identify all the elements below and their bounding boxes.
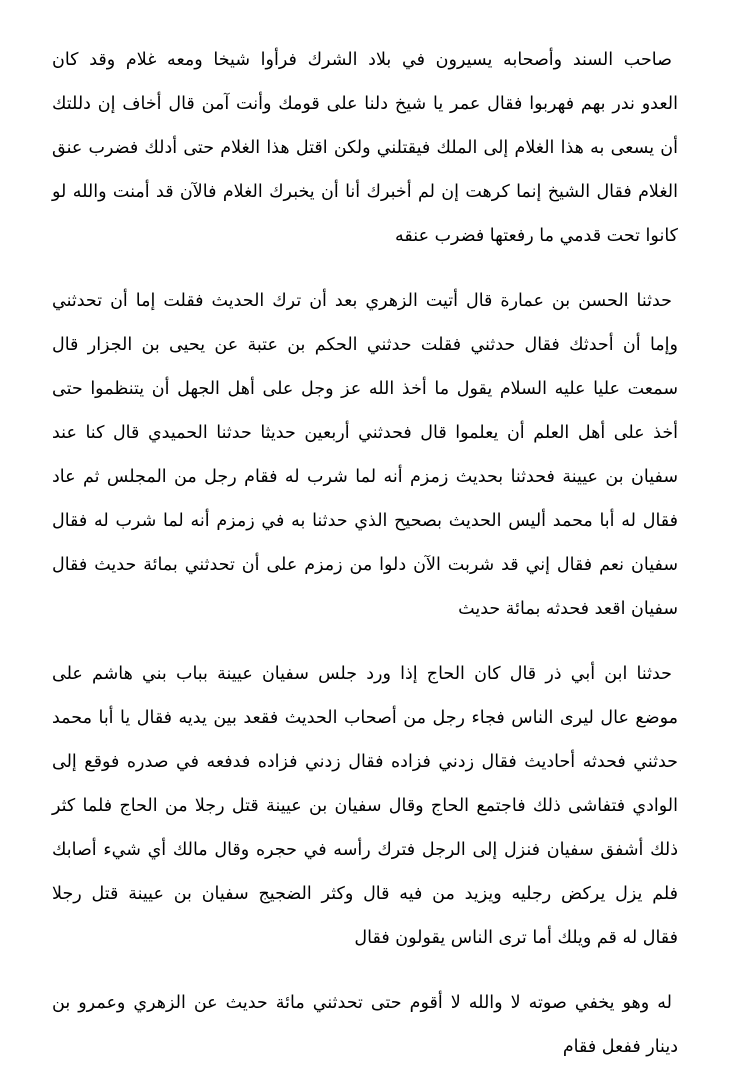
text-line: كانوا تحت قدمي ما رفعتها فضرب عنقه: [395, 226, 678, 246]
text-line: سفيان نعم فقال إني قد شربت الآن دلوا من زمزم على أن تحدثني بمائة حديث فقال: [52, 555, 678, 575]
text-line: موضع عال ليرى الناس فجاء رجل من أصحاب الحديث فقعد بين يديه فقال يا أبا محمد: [52, 708, 678, 728]
text-line: سفيان اقعد فحدثه بمائة حديث: [458, 599, 678, 619]
text-line: أخذ على أهل العلم أن يعلموا قال فحدثني أربعين حديثا حدثنا الحميدي قال كنا عند: [52, 423, 678, 443]
text-line: وإما أن أحدثك فقال حدثني فقلت حدثني الحكم بن عتبة عن يحيى بن الجزار قال: [52, 335, 678, 355]
text-line: فلم يزل يركض رجليه ويزيد من فيه قال وكثر الضجيج سفيان بن عيينة قتل رجلا: [52, 884, 678, 904]
text-line: الوادي فتفاشى ذلك فاجتمع الحاج وقال سفيان بن عيينة قتل رجلا من الحاج فلما كثر: [52, 796, 678, 816]
text-line: صاحب السند وأصحابه يسيرون في بلاد الشرك فرأوا شيخا ومعه غلام وقد كان: [52, 50, 672, 70]
document-page: [52, 38, 678, 1090]
text-line: له وهو يخفي صوته لا والله لا أقوم حتى تحدثني مائة حديث عن الزهري وعمرو بن: [52, 993, 672, 1013]
text-line: سفيان بن عيينة فحدثنا بحديث زمزم أنه لما شرب له فقام رجل من المجلس ثم عاد: [52, 467, 678, 487]
text-line: الغلام فقال الشيخ إنما كرهت إن لم أخبرك أنا أن يخبرك الغلام فالآن قد أمنت والله لو: [52, 182, 678, 202]
text-line: أن يسعى به هذا الغلام إلى الملك فيقتلني ولكن اقتل هذا الغلام حتى أدلك فضرب عنق: [52, 138, 678, 158]
paragraph: [52, 981, 678, 1069]
text-line: حدثنا ابن أبي ذر قال كان الحاج إذا ورد جلس سفيان عيينة بباب بني هاشم على: [52, 664, 672, 684]
text-line: فقال له قم ويلك أما ترى الناس يقولون فقال: [354, 928, 678, 948]
text-line: حدثنا الحسن بن عمارة قال أتيت الزهري بعد أن ترك الحديث فقلت إما أن تحدثني: [52, 291, 672, 311]
text-line: حدثني فحدثه أحاديث فقال زدني فزاده فقال زدني فزاده فدفعه في صدره فوقع إلى: [52, 752, 678, 772]
paragraph: [52, 38, 678, 258]
paragraph: [52, 652, 678, 960]
text-line: العدو ندر بهم فهربوا فقال عمر يا شيخ دلنا على قومك وأنت آمن قال أخاف إن دللتك: [52, 94, 678, 114]
text-line: دينار ففعل فقام: [562, 1037, 678, 1057]
text-line: ذلك أشفق سفيان فنزل إلى الرجل فترك رأسه في حجره وقال مالك أي شيء أصابك: [52, 840, 678, 860]
text-line: سمعت عليا عليه السلام يقول ما أخذ الله عز وجل على أهل الجهل أن يتنظموا حتى: [52, 379, 678, 399]
text-line: فقال له أبا محمد أليس الحديث بصحيح الذي حدثنا به في زمزم أنه لما شرب له فقال: [52, 511, 678, 531]
paragraph: [52, 279, 678, 631]
